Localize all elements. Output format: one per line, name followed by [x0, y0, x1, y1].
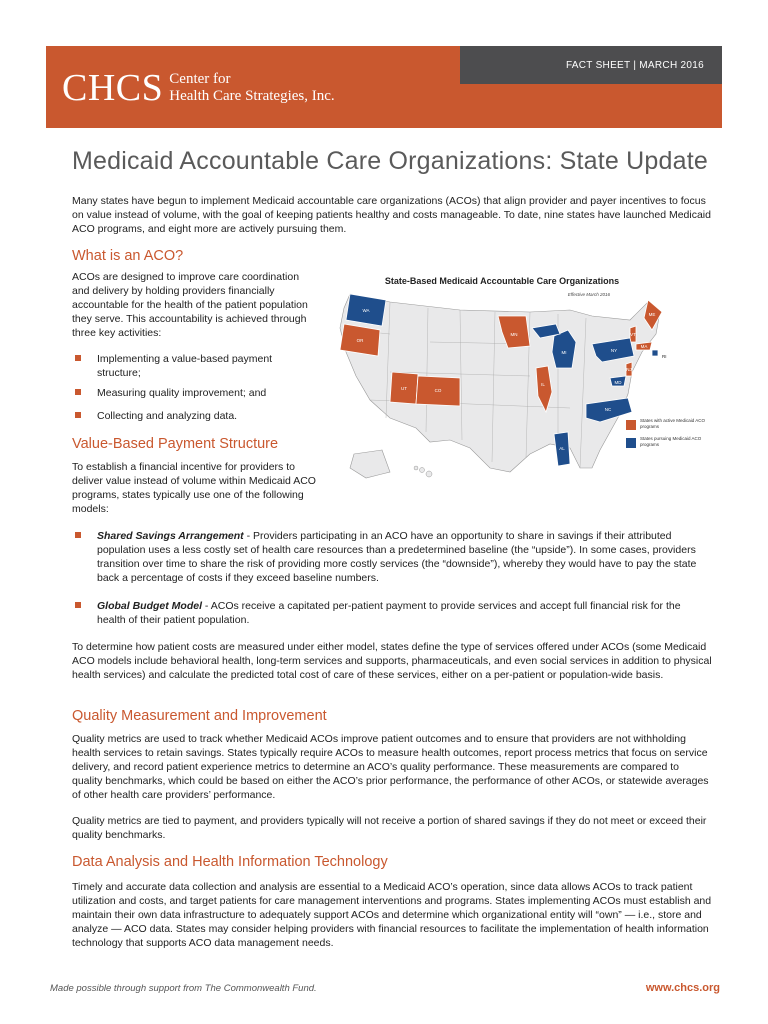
fact-sheet-tag: FACT SHEET | MARCH 2016 [460, 46, 722, 84]
label-or: OR [356, 338, 364, 343]
model-text: - Providers participating in an ACO have an opportunity to share in savings if their attributed population uses a less costly set of health care resources than a predetermined baseline (the “upside”). In some cases, providers transition over time to share the risk of providing more costly services (the “downside”), whereby they would have to pay the state back a percentage of costs if they exceed baseline numbers. [97, 530, 697, 584]
aco-states-map [330, 272, 720, 492]
heading-payment-structure: Value-Based Payment Structure [72, 436, 279, 452]
list-item: Measuring quality improvement; and [72, 386, 312, 400]
list-item: Implementing a value-based payment structure; [72, 352, 312, 380]
label-wa: WA [362, 308, 370, 313]
label-co: CO [434, 388, 442, 393]
label-mn: MN [510, 332, 518, 337]
list-item: Collecting and analyzing data. [72, 409, 312, 423]
label-vt: VT [630, 332, 636, 337]
heading-quality: Quality Measurement and Improvement [72, 708, 327, 724]
header-banner [46, 46, 722, 128]
legend-swatch-active [626, 420, 636, 430]
quality-paragraph-2: Quality metrics are tied to payment, and providers typically will not receive a portion of shared savings if they do not meet or exceed their quality benchmarks. [72, 815, 707, 841]
chcs-logo [62, 68, 335, 108]
label-me: ME [648, 312, 656, 317]
logo-name [169, 71, 334, 105]
intro-paragraph: Many states have begun to implement Medicaid accountable care organizations (ACOs) that align provider and payer incentives to focus on value instead of volume, with the goal of keeping patients healthy and costs manageable. To date, nine states have launched Medicaid ACO programs, and eight more are actively pursuing them. [72, 195, 711, 235]
logo-line-1: Center for [169, 71, 231, 87]
logo-line-2: Health Care Strategies, Inc. [169, 88, 335, 104]
heading-data-analysis: Data Analysis and Health Information Technology [72, 854, 388, 870]
state-hawaii [414, 466, 432, 477]
page-title: Medicaid Accountable Care Organizations: State Update [72, 147, 708, 175]
us-map-svg [330, 272, 720, 492]
label-ut: UT [401, 386, 407, 391]
aco-definition: ACOs are designed to improve care coordination and delivery by holding providers financially accountable for the health of the patient population they serve. This accountability is achieved through three key activities: [72, 271, 308, 339]
website-link[interactable]: www.chcs.org [645, 982, 720, 994]
data-paragraph: Timely and accurate data collection and analysis are essential to a Medicaid ACO’s operation, since data allows ACOs to track patient utilization and costs, and target patients for care management interventions and programs. States implementing ACOs must establish and maintain their own data infrastructure to adequately support ACOs and determine which organizational entity will “own” — i.e., store and analyze — ACO data. States may consider helping providers with financial resources to facilitate the implementation of health information technology that supports ACO data management needs. [72, 881, 712, 949]
state-alaska [350, 450, 390, 478]
legend-swatch-pursuing [626, 438, 636, 448]
payment-models-list [72, 529, 712, 627]
map-title: State-Based Medicaid Accountable Care Organizations [384, 276, 620, 286]
map-legend [626, 418, 720, 452]
cost-paragraph: To determine how patient costs are measured under either model, states define the type of services offered under ACOs (some Medicaid ACO models include behavioral health, long-term services and supports, pharmaceuticals, and even social services in addition to physical health services) and calculate the predicted total cost of care of these services, either on a per-patient or population-wide basis. [72, 641, 712, 681]
label-ma: MA [640, 344, 648, 349]
legend-pursuing-text: States pursuing Medicaid ACO programs [640, 436, 702, 447]
model-term: Global Budget Model [97, 600, 202, 612]
model-text: - ACOs receive a capitated per-patient payment to provide services and accept full financial risk for the health of their patient population. [97, 600, 681, 626]
activities-list [72, 352, 312, 423]
quality-paragraph-1: Quality metrics are used to track whether Medicaid ACOs improve patient outcomes and to ensure that providers are not withholding health services to retain savings. States typically require ACOs to measure health outcomes, report process metrics that focus on service delivery, and record patient experience metrics to determine an ACO’s quality performance. These measurements are compared to quality benchmarks, which could be based on either the ACO’s prior performance, the performance of other ACOs, or statewide averages of other health care providers’ performance. [72, 733, 709, 801]
label-nc: NC [604, 407, 612, 412]
legend-active-text: States with active Medicaid ACO programs [640, 418, 706, 429]
label-ri: RI [662, 354, 667, 359]
state-rhode-island [652, 350, 658, 356]
label-al: AL [559, 446, 565, 451]
heading-what-is-aco: What is an ACO? [72, 248, 184, 264]
map-subtitle: Effective March 2016 [567, 292, 610, 297]
label-ny: NY [610, 348, 618, 353]
label-mi: MI [561, 350, 567, 355]
list-item [72, 599, 712, 627]
footer-support-note: Made possible through support from The Commonwealth Fund. [50, 983, 317, 994]
label-il: IL [541, 382, 545, 387]
label-md: MD [614, 380, 622, 385]
list-item [72, 529, 712, 585]
payment-intro: To establish a financial incentive for providers to deliver value instead of volume within Medicaid ACO programs, states typically use one of the following models: [72, 461, 316, 515]
model-term: Shared Savings Arrangement [97, 530, 244, 542]
logo-mark: CHCS [62, 67, 164, 109]
label-nj: NJ [626, 367, 632, 372]
